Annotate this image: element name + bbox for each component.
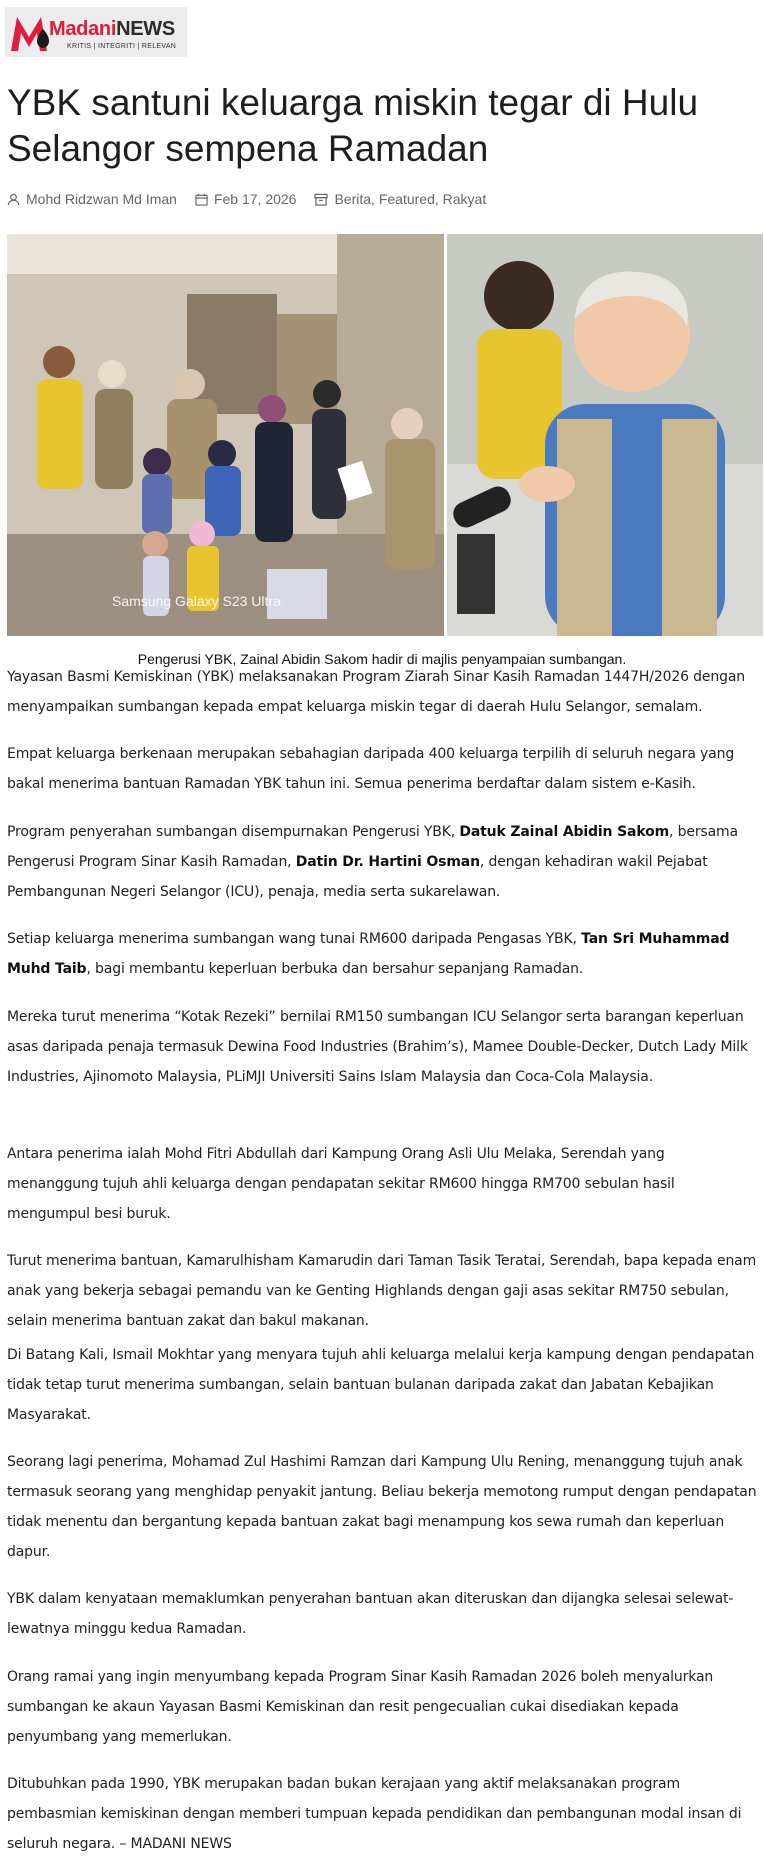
photo-chairman	[447, 234, 763, 636]
paragraph-2: Empat keluarga berkenaan merupakan sebahagian daripada 400 keluarga terpilih di seluruh negara yang bakal menerima bantuan Ramadan YBK tahun ini. Semua penerima berdaftar dalam sistem e-Kasih.	[7, 746, 735, 792]
date-meta	[195, 191, 297, 207]
author-meta	[7, 191, 177, 207]
chairman-name: Datuk Zainal Abidin Sakom	[459, 824, 670, 840]
category-links[interactable]: Berita, Featured, Rakyat	[334, 191, 487, 207]
paragraph-5: Mereka turut menerima “Kotak Rezeki” bernilai RM150 sumbangan ICU Selangor serta barangan keperluan asas daripada penaja termasuk Dewina Food Industries (Brahim’s), Mamee Double-Decker, Dutch Lady Milk Industries, Ajinomoto Malaysia, PLiMJI Universiti Sains Islam Malaysia dan Coca-Cola Malaysia.	[7, 1009, 748, 1085]
group-photo-illustration	[7, 234, 444, 636]
founder-name: Tan Sri Muhammad Muhd Taib	[7, 931, 730, 977]
paragraph-12: Ditubuhkan pada 1990, YBK merupakan badan bukan kerajaan yang aktif melaksanakan program pembasmian kemiskinan dengan memberi tumpuan kepada pendidikan dan pembangunan modal insan di seluruh negara. – MADANI NEWS	[7, 1776, 742, 1852]
paragraph-8: Di Batang Kali, Ismail Mokhtar yang menyara tujuh ahli keluarga melalui kerja kampung dengan pendapatan tidak tetap turut menerima sumbangan, selain bantuan bulanan daripada zakat dan Jabatan Kebajikan Masyarakat.	[7, 1347, 755, 1423]
p4-text-c: , bagi membantu keperluan berbuka dan bersahur sepanjang Ramadan.	[86, 961, 584, 977]
archive-icon	[314, 193, 328, 206]
logo-wordmark	[49, 19, 175, 39]
paragraph-1: Yayasan Basmi Kemiskinan (YBK) melaksanakan Program Ziarah Sinar Kasih Ramadan 1447H/2026 dengan menyampaikan sumbangan kepada empat keluarga miskin tegar di daerah Hulu Selangor, semalam.	[7, 669, 745, 715]
paragraph-11: Orang ramai yang ingin menyumbang kepada Program Sinar Kasih Ramadan 2026 boleh menyalurkan sumbangan ke akaun Yayasan Basmi Kemiskinan dan resit pengecualian cukai disediakan kepada penyumbang yang memerlukan.	[7, 1669, 714, 1745]
paragraph-9: Seorang lagi penerima, Mohamad Zul Hashimi Ramzan dari Kampung Ulu Rening, menanggung tujuh anak termasuk seorang yang menghidap penyakit jantung. Beliau bekerja memotong rumput dengan pendapatan tidak menentu dan bergantung kepada bantuan zakat bagi menampung kos sewa rumah dan keperluan dapur.	[7, 1454, 757, 1560]
category-meta	[314, 191, 486, 207]
site-logo[interactable]	[5, 7, 187, 57]
paragraph-4	[7, 924, 757, 984]
logo-word-news: NEWS	[116, 18, 175, 40]
author-name[interactable]: Mohd Ridzwan Md Iman	[26, 191, 177, 207]
chairman-photo-illustration	[447, 234, 763, 636]
p3-text-a: Program penyerahan sumbangan disempurnakan Pengerusi YBK,	[7, 824, 460, 840]
p3-text-c: , bersama Pengerusi Program Sinar Kasih Ramadan,	[7, 824, 738, 870]
photo-watermark: Samsung Galaxy S23 Ultra	[112, 593, 281, 609]
logo-tagline: KRITIS | INTEGRITI | RELEVAN	[67, 43, 177, 50]
photo-caption: Pengerusi YBK, Zainal Abidin Sakom hadir di majlis penyampaian sumbangan.	[137, 651, 627, 667]
p3-text-e: , dengan kehadiran wakil Pejabat Pembangunan Negeri Selangor (ICU), penaja, media serta sukarelawan.	[7, 854, 708, 900]
calendar-icon	[195, 193, 208, 206]
madani-logo-icon	[7, 11, 53, 55]
article-title: YBK santuni keluarga miskin tegar di Hulu Selangor sempena Ramadan	[7, 82, 699, 169]
photo-donation-group	[7, 234, 444, 636]
paragraph-6: Antara penerima ialah Mohd Fitri Abdullah dari Kampung Orang Asli Ulu Melaka, Serendah yang menanggung tujuh ahli keluarga dengan pendapatan sekitar RM600 hingga RM700 sebulan hasil mengumpul besi buruk.	[7, 1146, 675, 1222]
logo-word-madani: Madani	[49, 18, 117, 40]
paragraph-7: Turut menerima bantuan, Kamarulhisham Kamarudin dari Taman Tasik Teratai, Serendah, bapa kepada enam anak yang bekerja sebagai pemandu van ke Genting Highlands dengan gaji asas sekitar RM750 sebulan, selain menerima bantuan zakat dan bakul makanan.	[7, 1253, 757, 1329]
paragraph-10: YBK dalam kenyataan memaklumkan penyerahan bantuan akan diteruskan dan dijangka selesai selewat-lewatnya minggu kedua Ramadan.	[7, 1591, 734, 1637]
program-chair-name: Datin Dr. Hartini Osman	[295, 854, 480, 870]
article-meta	[7, 189, 504, 209]
user-icon	[7, 193, 20, 206]
publish-date: Feb 17, 2026	[213, 191, 297, 207]
p4-text-a: Setiap keluarga menerima sumbangan wang tunai RM600 daripada Pengasas YBK,	[7, 931, 582, 947]
paragraph-3	[7, 817, 757, 907]
